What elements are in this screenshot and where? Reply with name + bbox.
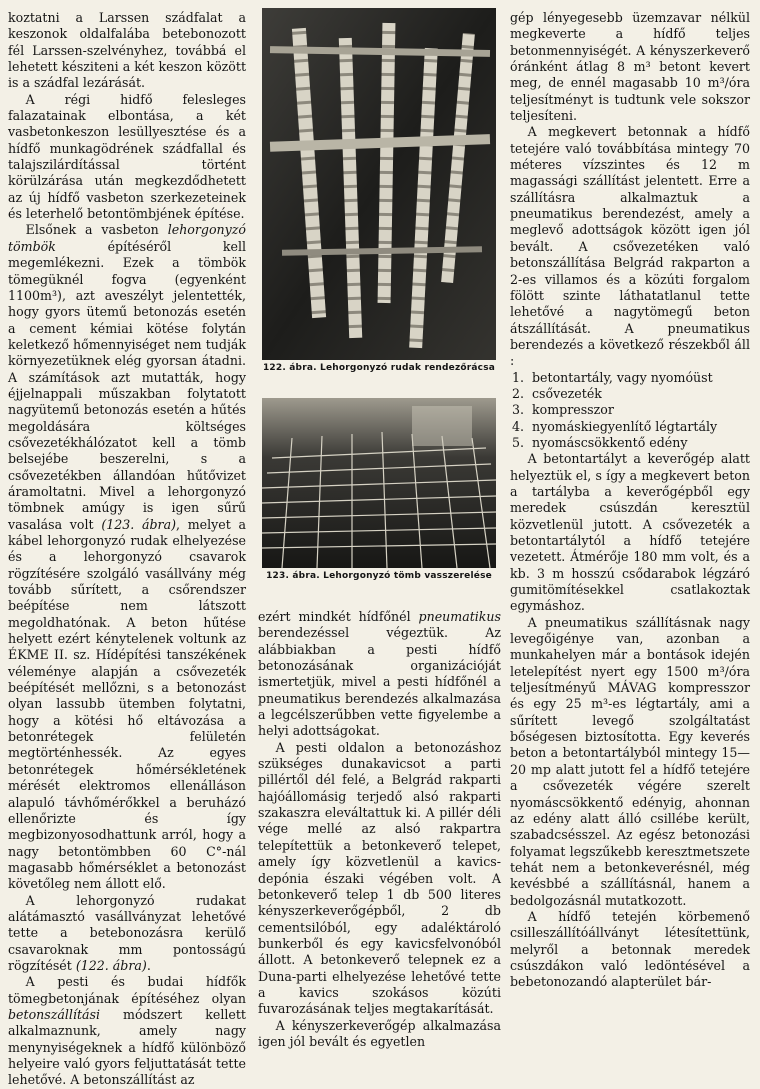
paragraph: koztatni a Larssen szádfalat a keszonok oldalfalába betebonozott fél Larssen-szelvényhez, továbbá el lehetett késziteni a két keszon között is a szádfal lezárását.: [8, 10, 246, 91]
text-run: A pesti és budai hídfők tömegbetonjának építéséhez olyan: [8, 974, 246, 1006]
list-text: csővezeték: [532, 385, 602, 401]
list-text: betontartály, vagy nyomóüst: [532, 369, 713, 385]
text-run: A lehorgonyzó rudakat alátámasztó vasállványzat lehetővé tette a betebonozásra kerülő csavaroknak mm pontosságú rögzítését: [8, 892, 246, 973]
component-list: [510, 370, 750, 452]
paragraph: A pneumatikus szállításnak nagy levegőigénye van, azonban a munkahelyen már a bontások idején letelepítést nyert egy 1500 m³/óra teljesítményű MÁVAG kompresszor és egy 25 m³-es légtartály, ami a sűrített levegő szolgáltatást bőségesen biztosította. Egy keverés beton a betontartályból mintegy 15—20 mp alatt jutott fel a hídfő tetejére a csővezeték végére szerelt nyomáscsökkentő edényig, ahonnan az edény alatt álló csillébe került, szabadcsésszel. Az egész betonozási folyamat legszűkebb keresztmetszete tehát nem a betonkeverésnél, még kevésbbé a szállításnál, hanem a bedolgozásnál mutatkozott.: [510, 614, 750, 908]
text-run: ezért mindkét hídfőnél: [258, 609, 419, 624]
list-text: nyomáskiegyenlítő légtartály: [532, 418, 718, 434]
list-number: 4.: [512, 418, 525, 434]
paragraph: A pesti oldalon a betonozáshoz szükséges dunakavicsot a parti pillértől dél felé, a Belgrád rakparti hajóállomásig terjedő alsó rakparti szakaszra eleváltattuk ki. A pillér déli vége mellé az alsó rakpartra telepítettük a betonkeverő telepet, amely így közvetlenül a kavics-depónia északi végében volt. A betonkeverő telep 1 db 500 literes kényszerkeverőgépből, 2 db cementsilóból, egy adaléktároló bunkerből és egy kavicsfelvonóból állott. A betonkeverő telepnek ez a Duna-parti elhelyezése lehetővé tette a kavics szokásos közúti fuvarozásának teljes megtakarítását.: [258, 739, 501, 1017]
paragraph: [8, 974, 246, 1088]
emphasis: (122. ábra): [75, 957, 147, 973]
list-text: nyomáscsökkentő edény: [532, 434, 688, 450]
figure-122-photo: [262, 8, 496, 360]
text-run: berendezéssel végeztük. Az alábbiakban a pesti hídfő betonozásának organizációját ismertetjük, mivel a pesti hídfőnél a pneumatikus berendezés alkalmazása a legcélszerűbben vette figyelembe a helyi adottságokat.: [258, 625, 501, 739]
text-run: , melyet a kábel lehorgonyzó rudak elhelyezése és a lehorgonyzó csavarok rögzítésére szolgáló vasállvány még tovább sűrített, a csőrendszer beépítése nem látszott megoldhatónak. A beton hűtése helyett ezért kénytelenek voltunk az ÉKME II. sz. Hídépítési tanszékének véleménye alapján a csővezeték beépítését mellőzni, s a betonozást olyan lassubb ütemben folytatni, hogy a kötési hő eltávozása a betonrétegek felületén megtörténhessék. Az egyes betonrétegek hőmérsékletének mérését elektromos ellenálláson alapuló távhőmérőkkel a beruházó ellenőrizte és így megbizonyosodhattunk arról, hogy a nagy betontömbben 60 C°-nál magasabb hőmérséklet a betonozást követőleg nem állott elő.: [8, 516, 246, 892]
list-item: [512, 402, 750, 418]
paragraph: gép lényegesebb üzemzavar nélkül megkeverte a hídfő teljes betonmennyiségét. A kényszerkeverő óránként átlag 8 m³ betont kevert meg, de ennél magasabb 10 m³/óra teljesítményt is tudtunk vele sokszor teljesíteni.: [510, 10, 750, 124]
paragraph: A megkevert betonnak a hídfő tetejére való továbbítása mintegy 70 méteres vízszintes és 12 m magassági szállítást jelentett. Erre a szállításra alkalmaztuk a pneumatikus berendezést, amely a meglevő adottságok között igen jól bevált. A csővezetéken való betonszállítása Belgrád rakparton a 2-es villamos és a közúti forgalom fölött szinte láthatatlanul tette lehetővé a nagytömegű beton átszállítását. A pneumatikus berendezés a következő részekből áll :: [510, 124, 750, 369]
emphasis: betonszállítási: [8, 1006, 101, 1022]
paragraph: A hídfő tetején körbemenő csilleszállítóállványt létesítettünk, melyről a betonnak meredek csúszdákon való ledöntésével a bebetonozandó alapterület bár-: [510, 908, 750, 990]
column-3-intro: [510, 10, 750, 370]
paragraph: [8, 222, 246, 892]
list-number: 3.: [512, 402, 525, 418]
column-2: [258, 609, 501, 1050]
text-run: módszert kellett alkalmaznunk, amely nagy menynyiségeknek a hídfő különböző helyeire való gyors feljuttatását tette lehetővé. A betonszállítást az: [8, 1006, 246, 1088]
column-3: [510, 10, 750, 991]
text-run: építéséről kell megemlékezni. Ezek a tömbök tömegüknél fogva (egyenként 1100m³), azt aveszélyt jelentették, hogy gyors ütemű betonozás esetén a cement kémiai kötése folytán keletkező hőmennyiséget nem tudják környezetüknek elég gyorsan átadni. A számítások azt mutatták, hogy éjjelnappali műszakban folytatott nagyütemű betonozás esetén a hűtés megoldására költséges csővezetékhálózatot kell a tömb belsejébe beszerelni, s a csővezetékben állandóan hűtővizet áramoltatni. Mivel a lehorgonyzó tömbnek amúgy is igen sűrű vasalása volt: [8, 238, 246, 532]
list-item: [512, 418, 750, 435]
list-text: kompresszor: [532, 402, 614, 418]
paragraph: [8, 893, 246, 975]
figure-123: [262, 398, 496, 581]
emphasis: (123. ábra): [101, 516, 176, 532]
list-number: 2.: [512, 385, 525, 401]
paragraph: [258, 609, 501, 740]
paragraph: A régi hidfő felesleges falazatainak elbontása, a két vasbetonkeszon lesüllyesztése és a hídfő munkagödrének szádfallal és talajszilárdítással történt körülzárása után megkezdődhetett az új hídfő vasbeton szerkezeteinek és leterhelő betontömbjének építése.: [8, 91, 246, 222]
figure-122-caption: 122. ábra. Lehorgonyzó rudak rendezőrácsa: [262, 363, 496, 373]
column-3-rest: [510, 451, 750, 990]
paragraph: A kényszerkeverőgép alkalmazása igen jól bevált és egyetlen: [258, 1017, 501, 1049]
list-item: [512, 434, 750, 451]
text-run: .: [146, 957, 151, 973]
list-number: 1.: [512, 369, 525, 385]
column-1: [8, 10, 246, 1089]
list-item: [512, 369, 750, 386]
emphasis: pneumatikus: [418, 609, 501, 624]
list-number: 5.: [512, 434, 525, 450]
emphasis: lehorgonyzó tömbök: [8, 222, 246, 254]
figure-122: [262, 8, 496, 373]
paragraph: A betontartályt a keverőgép alatt helyeztük el, s így a megkevert beton a tartályba a keverőgépből egy meredek csúszdán keresztül közvetlenül jutott. A csővezeték a betontartálytól a hídfő tetejére vezetett. Átmérője 180 mm volt, és a kb. 3 m hosszú csődarabok légzáró gumitömítésekkel csatlakoztak egymáshoz.: [510, 451, 750, 614]
list-item: [512, 385, 750, 402]
text-run: Elsőnek a vasbeton: [25, 222, 168, 238]
figure-123-caption: 123. ábra. Lehorgonyzó tömb vasszerelése: [266, 571, 492, 581]
figure-123-photo: [262, 398, 496, 568]
